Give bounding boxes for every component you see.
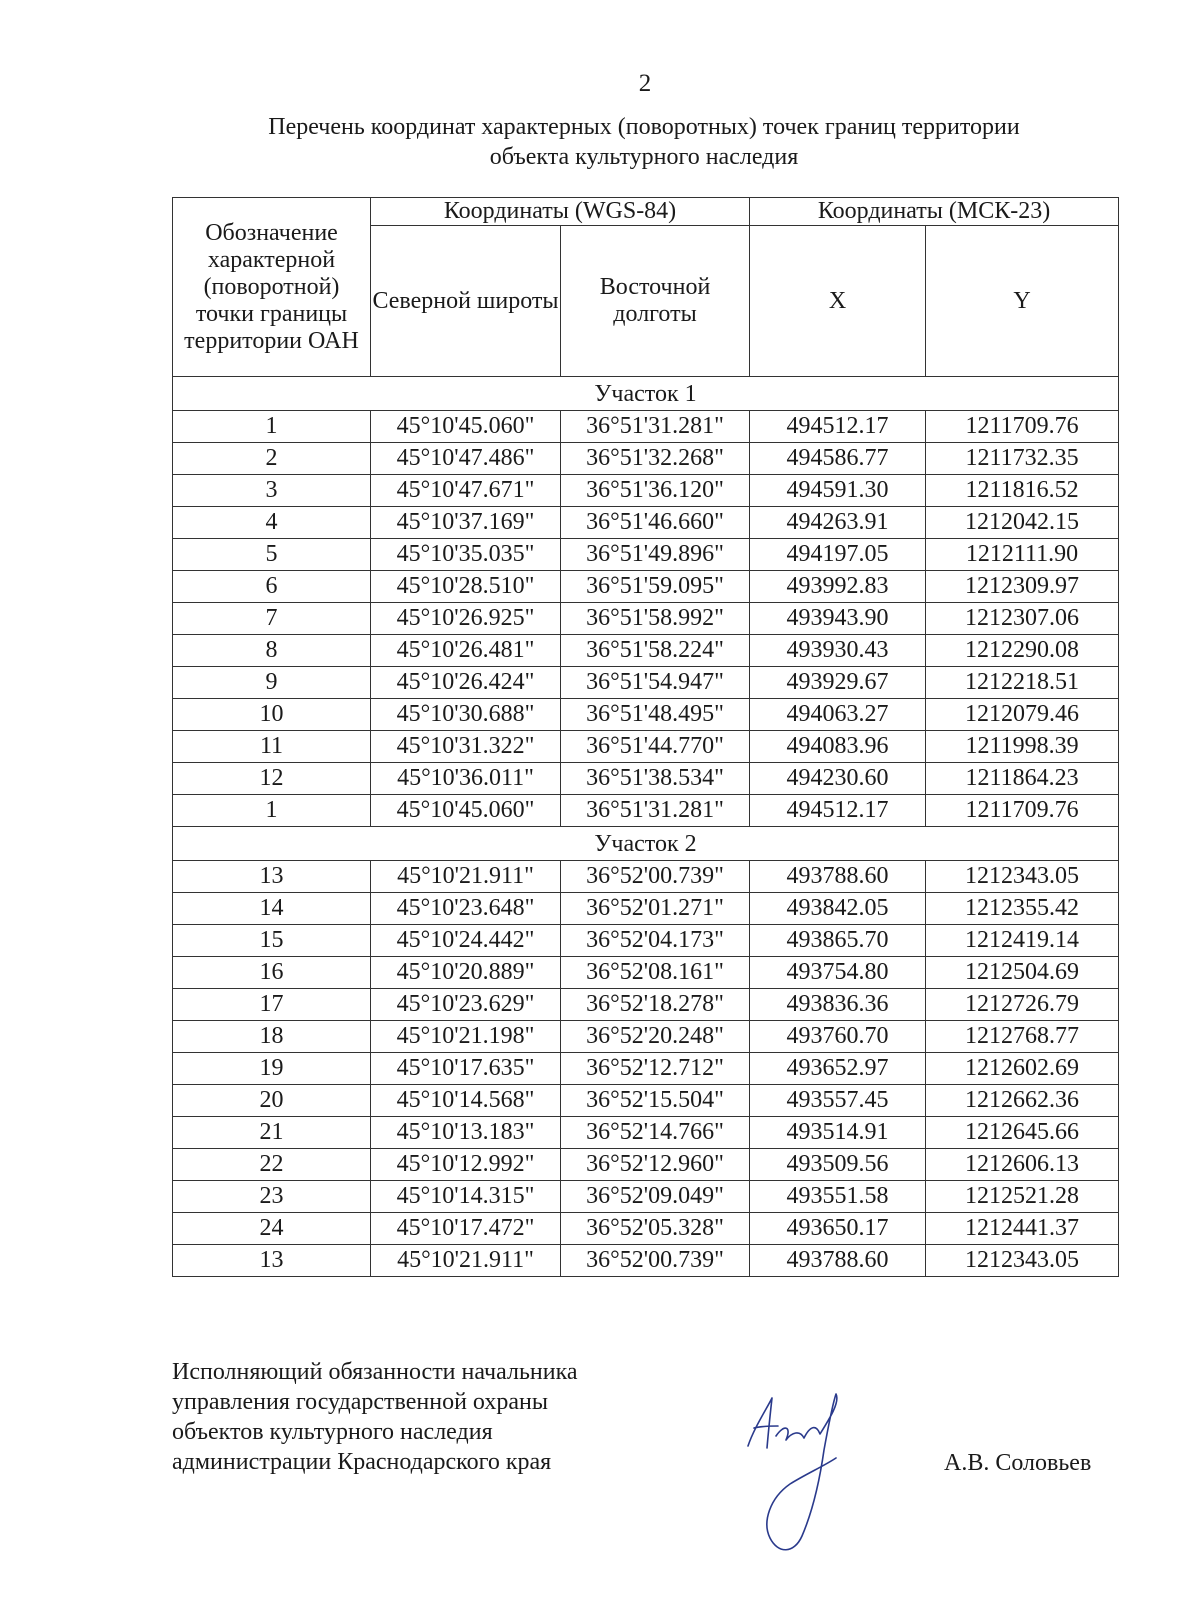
latitude-cell: 45°10'28.510" — [371, 571, 561, 603]
table-row — [173, 571, 1119, 603]
y-coordinate-cell: 1212441.37 — [926, 1213, 1119, 1245]
position-line-3: объектов культурного наследия — [172, 1419, 493, 1445]
point-number-cell: 8 — [173, 635, 371, 667]
table-row — [173, 957, 1119, 989]
longitude-cell: 36°52'20.248" — [561, 1021, 750, 1053]
table-row — [173, 763, 1119, 795]
header-y: Y — [926, 226, 1119, 377]
point-number-cell: 18 — [173, 1021, 371, 1053]
x-coordinate-cell: 493760.70 — [750, 1021, 926, 1053]
latitude-cell: 45°10'21.911" — [371, 861, 561, 893]
header-north-latitude: Северной широты — [371, 226, 561, 377]
point-number-cell: 7 — [173, 603, 371, 635]
latitude-cell: 45°10'14.568" — [371, 1085, 561, 1117]
latitude-cell: 45°10'26.925" — [371, 603, 561, 635]
latitude-cell: 45°10'31.322" — [371, 731, 561, 763]
longitude-cell: 36°51'32.268" — [561, 443, 750, 475]
y-coordinate-cell: 1212768.77 — [926, 1021, 1119, 1053]
y-coordinate-cell: 1212079.46 — [926, 699, 1119, 731]
table-row — [173, 731, 1119, 763]
table-row — [173, 893, 1119, 925]
signature-block — [172, 1357, 578, 1477]
x-coordinate-cell: 493943.90 — [750, 603, 926, 635]
x-coordinate-cell: 493557.45 — [750, 1085, 926, 1117]
table-row — [173, 861, 1119, 893]
y-coordinate-cell: 1212307.06 — [926, 603, 1119, 635]
y-coordinate-cell: 1212111.90 — [926, 539, 1119, 571]
table-row — [173, 507, 1119, 539]
title-line-2: объекта культурного наследия — [489, 144, 799, 170]
latitude-cell: 45°10'30.688" — [371, 699, 561, 731]
y-coordinate-cell: 1212309.97 — [926, 571, 1119, 603]
longitude-cell: 36°51'31.281" — [561, 411, 750, 443]
table-row — [173, 989, 1119, 1021]
longitude-cell: 36°51'58.224" — [561, 635, 750, 667]
coordinates-table — [172, 197, 1119, 1277]
x-coordinate-cell: 493930.43 — [750, 635, 926, 667]
point-number-cell: 11 — [173, 731, 371, 763]
table-row — [173, 925, 1119, 957]
position-line-4: администрации Краснодарского края — [172, 1449, 552, 1475]
latitude-cell: 45°10'17.635" — [371, 1053, 561, 1085]
table-row — [173, 1245, 1119, 1277]
point-number-cell: 3 — [173, 475, 371, 507]
title-line-1: Перечень координат характерных (поворотных) точек границ территории — [268, 114, 1020, 140]
latitude-cell: 45°10'23.648" — [371, 893, 561, 925]
longitude-cell: 36°52'18.278" — [561, 989, 750, 1021]
x-coordinate-cell: 493652.97 — [750, 1053, 926, 1085]
x-coordinate-cell: 494586.77 — [750, 443, 926, 475]
header-wgs84: Координаты (WGS-84) — [371, 198, 750, 226]
point-number-cell: 5 — [173, 539, 371, 571]
latitude-cell: 45°10'17.472" — [371, 1213, 561, 1245]
longitude-cell: 36°51'31.281" — [561, 795, 750, 827]
section-row — [173, 377, 1119, 411]
x-coordinate-cell: 493842.05 — [750, 893, 926, 925]
point-number-cell: 19 — [173, 1053, 371, 1085]
y-coordinate-cell: 1212504.69 — [926, 957, 1119, 989]
longitude-cell: 36°51'58.992" — [561, 603, 750, 635]
longitude-cell: 36°52'05.328" — [561, 1213, 750, 1245]
longitude-cell: 36°52'12.712" — [561, 1053, 750, 1085]
longitude-cell: 36°52'04.173" — [561, 925, 750, 957]
table-row — [173, 475, 1119, 507]
table-row — [173, 667, 1119, 699]
document-title — [166, 112, 1122, 172]
table-row — [173, 699, 1119, 731]
point-number-cell: 4 — [173, 507, 371, 539]
point-number-cell: 1 — [173, 795, 371, 827]
longitude-cell: 36°51'49.896" — [561, 539, 750, 571]
table-row — [173, 795, 1119, 827]
x-coordinate-cell: 493788.60 — [750, 861, 926, 893]
point-number-cell: 13 — [173, 1245, 371, 1277]
header-designation: Обозначение характерной (поворотной) точки границы территории ОАН — [173, 198, 371, 377]
y-coordinate-cell: 1212645.66 — [926, 1117, 1119, 1149]
longitude-cell: 36°52'09.049" — [561, 1181, 750, 1213]
position-line-2: управления государственной охраны — [172, 1389, 548, 1415]
y-coordinate-cell: 1212218.51 — [926, 667, 1119, 699]
longitude-cell: 36°51'59.095" — [561, 571, 750, 603]
table-row — [173, 1117, 1119, 1149]
point-number-cell: 2 — [173, 443, 371, 475]
x-coordinate-cell: 493514.91 — [750, 1117, 926, 1149]
longitude-cell: 36°51'38.534" — [561, 763, 750, 795]
point-number-cell: 20 — [173, 1085, 371, 1117]
longitude-cell: 36°52'12.960" — [561, 1149, 750, 1181]
point-number-cell: 16 — [173, 957, 371, 989]
point-number-cell: 15 — [173, 925, 371, 957]
latitude-cell: 45°10'13.183" — [371, 1117, 561, 1149]
signer-name: А.В. Соловьев — [944, 1450, 1092, 1476]
x-coordinate-cell: 493865.70 — [750, 925, 926, 957]
point-number-cell: 23 — [173, 1181, 371, 1213]
longitude-cell: 36°52'15.504" — [561, 1085, 750, 1117]
y-coordinate-cell: 1212343.05 — [926, 861, 1119, 893]
table-row — [173, 539, 1119, 571]
x-coordinate-cell: 494263.91 — [750, 507, 926, 539]
x-coordinate-cell: 493992.83 — [750, 571, 926, 603]
point-number-cell: 21 — [173, 1117, 371, 1149]
x-coordinate-cell: 493650.17 — [750, 1213, 926, 1245]
y-coordinate-cell: 1212290.08 — [926, 635, 1119, 667]
longitude-cell: 36°51'44.770" — [561, 731, 750, 763]
x-coordinate-cell: 493788.60 — [750, 1245, 926, 1277]
x-coordinate-cell: 493836.36 — [750, 989, 926, 1021]
y-coordinate-cell: 1212343.05 — [926, 1245, 1119, 1277]
table-row — [173, 635, 1119, 667]
y-coordinate-cell: 1212521.28 — [926, 1181, 1119, 1213]
x-coordinate-cell: 494512.17 — [750, 411, 926, 443]
y-coordinate-cell: 1212662.36 — [926, 1085, 1119, 1117]
table-row — [173, 1053, 1119, 1085]
y-coordinate-cell: 1212042.15 — [926, 507, 1119, 539]
header-msk23: Координаты (МСК-23) — [750, 198, 1119, 226]
table-row — [173, 1181, 1119, 1213]
point-number-cell: 14 — [173, 893, 371, 925]
x-coordinate-cell: 494230.60 — [750, 763, 926, 795]
table-row — [173, 1085, 1119, 1117]
y-coordinate-cell: 1211709.76 — [926, 795, 1119, 827]
table-row — [173, 1149, 1119, 1181]
latitude-cell: 45°10'45.060" — [371, 795, 561, 827]
latitude-cell: 45°10'24.442" — [371, 925, 561, 957]
x-coordinate-cell: 493551.58 — [750, 1181, 926, 1213]
latitude-cell: 45°10'47.486" — [371, 443, 561, 475]
latitude-cell: 45°10'45.060" — [371, 411, 561, 443]
latitude-cell: 45°10'14.315" — [371, 1181, 561, 1213]
point-number-cell: 1 — [173, 411, 371, 443]
section-label: Участок 1 — [173, 377, 1119, 411]
y-coordinate-cell: 1212355.42 — [926, 893, 1119, 925]
y-coordinate-cell: 1211732.35 — [926, 443, 1119, 475]
latitude-cell: 45°10'37.169" — [371, 507, 561, 539]
table-row — [173, 1021, 1119, 1053]
point-number-cell: 10 — [173, 699, 371, 731]
latitude-cell: 45°10'26.424" — [371, 667, 561, 699]
x-coordinate-cell: 494083.96 — [750, 731, 926, 763]
longitude-cell: 36°52'14.766" — [561, 1117, 750, 1149]
latitude-cell: 45°10'21.911" — [371, 1245, 561, 1277]
page-number: 2 — [638, 70, 652, 97]
latitude-cell: 45°10'35.035" — [371, 539, 561, 571]
latitude-cell: 45°10'36.011" — [371, 763, 561, 795]
table-row — [173, 603, 1119, 635]
handwritten-signature — [740, 1388, 870, 1558]
x-coordinate-cell: 493509.56 — [750, 1149, 926, 1181]
x-coordinate-cell: 494197.05 — [750, 539, 926, 571]
y-coordinate-cell: 1211816.52 — [926, 475, 1119, 507]
x-coordinate-cell: 493929.67 — [750, 667, 926, 699]
point-number-cell: 13 — [173, 861, 371, 893]
point-number-cell: 6 — [173, 571, 371, 603]
point-number-cell: 22 — [173, 1149, 371, 1181]
latitude-cell: 45°10'21.198" — [371, 1021, 561, 1053]
latitude-cell: 45°10'20.889" — [371, 957, 561, 989]
longitude-cell: 36°51'46.660" — [561, 507, 750, 539]
latitude-cell: 45°10'12.992" — [371, 1149, 561, 1181]
x-coordinate-cell: 494063.27 — [750, 699, 926, 731]
y-coordinate-cell: 1211709.76 — [926, 411, 1119, 443]
point-number-cell: 12 — [173, 763, 371, 795]
longitude-cell: 36°51'48.495" — [561, 699, 750, 731]
y-coordinate-cell: 1212606.13 — [926, 1149, 1119, 1181]
latitude-cell: 45°10'26.481" — [371, 635, 561, 667]
latitude-cell: 45°10'23.629" — [371, 989, 561, 1021]
x-coordinate-cell: 494512.17 — [750, 795, 926, 827]
point-number-cell: 24 — [173, 1213, 371, 1245]
y-coordinate-cell: 1212726.79 — [926, 989, 1119, 1021]
longitude-cell: 36°51'36.120" — [561, 475, 750, 507]
longitude-cell: 36°52'08.161" — [561, 957, 750, 989]
section-row — [173, 827, 1119, 861]
table-row — [173, 1213, 1119, 1245]
table-body — [173, 377, 1119, 1277]
longitude-cell: 36°51'54.947" — [561, 667, 750, 699]
point-number-cell: 9 — [173, 667, 371, 699]
x-coordinate-cell: 494591.30 — [750, 475, 926, 507]
longitude-cell: 36°52'00.739" — [561, 1245, 750, 1277]
section-label: Участок 2 — [173, 827, 1119, 861]
longitude-cell: 36°52'01.271" — [561, 893, 750, 925]
y-coordinate-cell: 1212419.14 — [926, 925, 1119, 957]
y-coordinate-cell: 1211864.23 — [926, 763, 1119, 795]
point-number-cell: 17 — [173, 989, 371, 1021]
position-line-1: Исполняющий обязанности начальника — [172, 1359, 578, 1385]
longitude-cell: 36°52'00.739" — [561, 861, 750, 893]
x-coordinate-cell: 493754.80 — [750, 957, 926, 989]
table-row — [173, 411, 1119, 443]
latitude-cell: 45°10'47.671" — [371, 475, 561, 507]
header-x: X — [750, 226, 926, 377]
y-coordinate-cell: 1211998.39 — [926, 731, 1119, 763]
table-row — [173, 443, 1119, 475]
header-east-longitude: Восточной долготы — [561, 226, 750, 377]
y-coordinate-cell: 1212602.69 — [926, 1053, 1119, 1085]
